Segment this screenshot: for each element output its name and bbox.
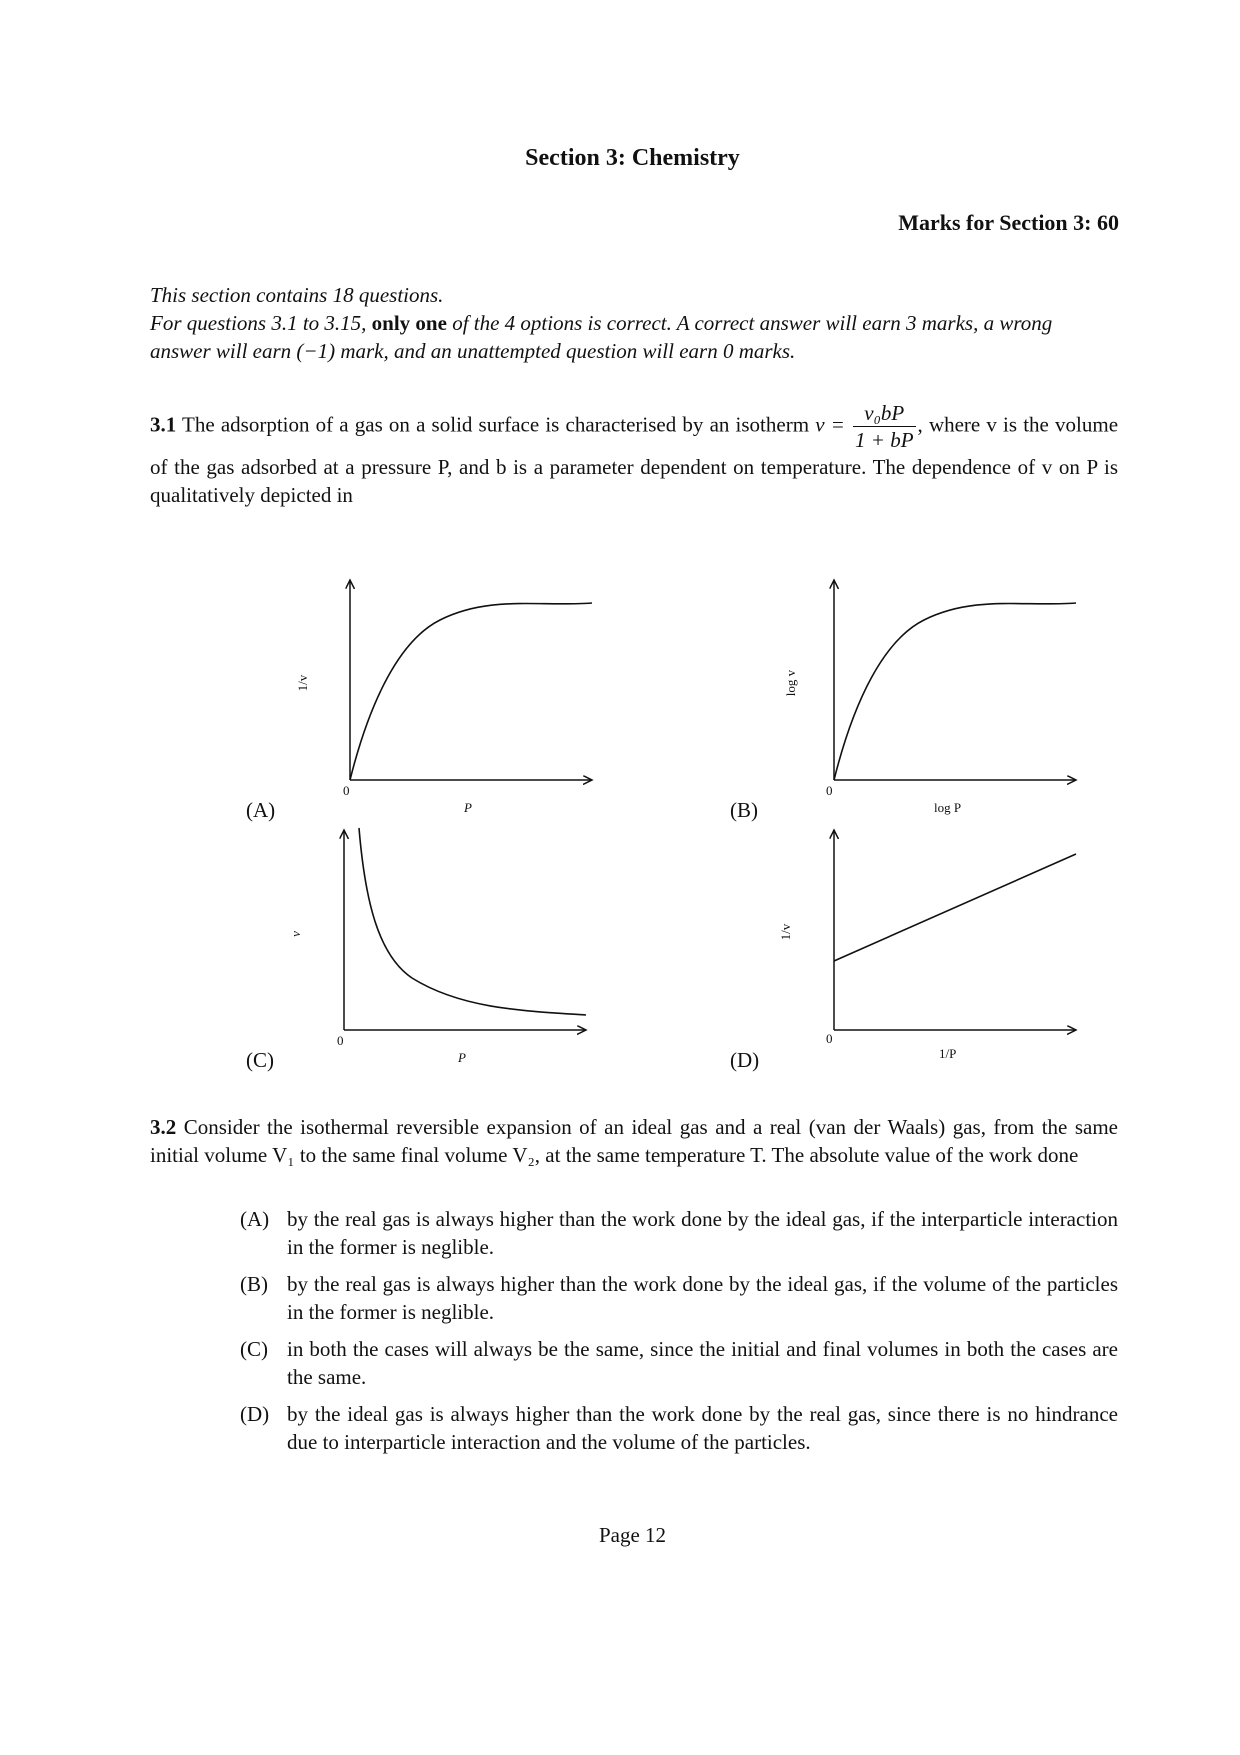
graph-a-origin: 0: [343, 783, 350, 798]
question-text-b: , where v is the volume of the gas adsorbed at a pressure P, and b is a parameter dependent on temperature. The dependence of v on P is qualitatively depicted in: [150, 412, 1119, 507]
graph-d-line: [834, 854, 1076, 961]
graph-b: [834, 580, 1076, 780]
question-text: Consider the isothermal reversible expansion of an ideal gas and a real (van der Waals) gas, from the same initial volume V₁ to the same final volume V₂, at the same temperature T. The absolute value of the work done: [150, 1115, 1118, 1167]
instructions-line2-bold: only one: [371, 311, 447, 335]
question-number: 3.2: [150, 1115, 177, 1139]
graph-a-ylabel: 1/v: [295, 674, 310, 692]
choice-label: (A): [240, 1207, 270, 1231]
choice-d: [240, 1400, 1118, 1456]
page-number: Page 12: [598, 1523, 667, 1547]
choice-b: [240, 1270, 1118, 1326]
option-c-label: (C): [246, 1048, 274, 1072]
graph-c-xlabel: P: [458, 1050, 466, 1065]
choice-c: [240, 1335, 1118, 1391]
option-a-label: (A): [246, 798, 276, 822]
option-d-label: (D): [730, 1048, 760, 1072]
graph-a: [350, 580, 592, 780]
instructions-line2-post: of the 4 options is correct. A correct answer will earn 3 marks, a wrong answer will earn (−1) mark, and an unattempted question will earn 0 marks.: [150, 311, 1053, 363]
instructions-line1: This section contains 18 questions.: [150, 283, 444, 307]
graph-c-curve: [359, 828, 586, 1015]
choice-text: by the real gas is always higher than the work done by the ideal gas, if the volume of the particles in the former is neglible.: [287, 1272, 1118, 1324]
instructions-line2-pre: For questions 3.1 to 3.15,: [150, 311, 372, 335]
section-title: Section 3: Chemistry: [525, 145, 740, 171]
choice-text: in both the cases will always be the same, since the initial and final volumes in both the cases are the same.: [287, 1337, 1118, 1389]
choice-label: (D): [240, 1402, 270, 1426]
choice-label: (B): [240, 1272, 268, 1296]
graph-c-ylabel: v: [288, 931, 303, 937]
formula-numerator: v₀bP: [853, 400, 916, 427]
answer-choices: [240, 1205, 1118, 1465]
graph-c: [344, 828, 586, 1030]
choice-label: (C): [240, 1337, 268, 1361]
section-marks: Marks for Section 3: 60: [898, 210, 1119, 235]
graph-a-xlabel: P: [464, 800, 472, 815]
graph-d-origin: 0: [826, 1031, 833, 1046]
graph-b-ylabel: log v: [783, 669, 798, 697]
question-number: 3.1: [150, 412, 177, 437]
formula-denominator: 1 + bP: [855, 428, 914, 452]
question-text-a: The adsorption of a gas on a solid surface is characterised by an isotherm: [182, 412, 816, 437]
graph-a-curve: [350, 603, 592, 780]
choice-text: by the ideal gas is always higher than the work done by the real gas, since there is no hindrance due to interparticle interaction and the volume of the particles.: [287, 1402, 1118, 1454]
graph-d-xlabel: 1/P: [939, 1046, 957, 1061]
option-b-label: (B): [730, 798, 758, 822]
graph-c-origin: 0: [337, 1033, 344, 1048]
graph-b-origin: 0: [826, 783, 833, 798]
graph-d-ylabel: 1/v: [778, 923, 793, 941]
choice-text: by the real gas is always higher than the work done by the ideal gas, if the interparticle interaction in the former is neglible.: [287, 1207, 1118, 1259]
question-3-2: [150, 1113, 1118, 1169]
graph-d: [834, 830, 1076, 1030]
formula-lhs: v =: [815, 412, 845, 437]
graph-b-curve: [834, 603, 1076, 780]
graph-b-xlabel: log P: [934, 800, 962, 815]
choice-a: [240, 1205, 1118, 1261]
